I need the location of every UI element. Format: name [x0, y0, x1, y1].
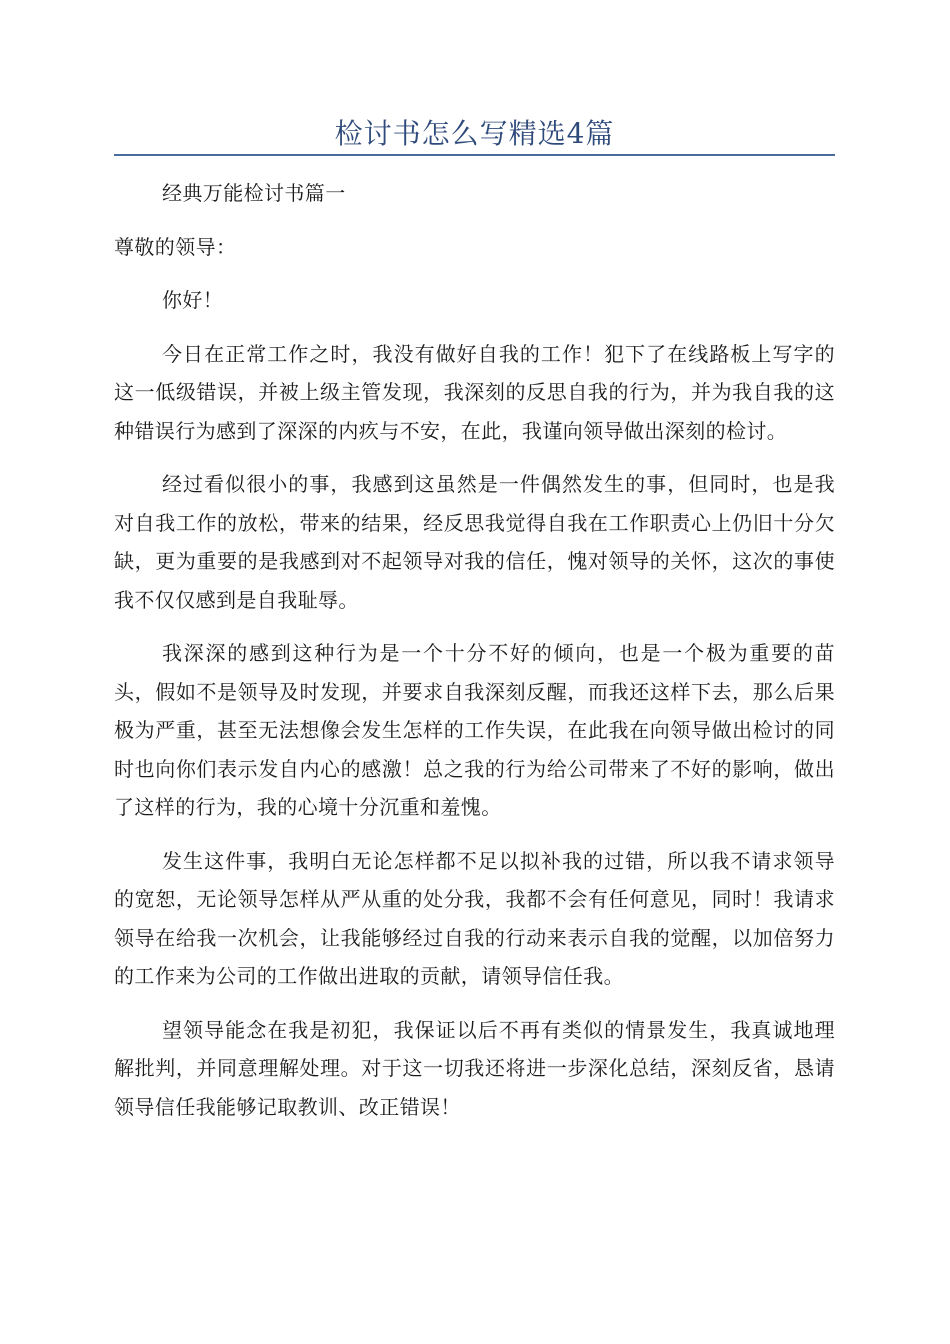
- title-underline: [114, 154, 835, 156]
- document-title: 检讨书怎么写精选4篇: [334, 117, 615, 150]
- greeting: 你好！: [162, 288, 224, 312]
- body-paragraph: 今日在正常工作之时，我没有做好自我的工作！犯下了在线路板上写字的这一低级错误，并被上级主管发现，我深刻的反思自我的行为，并为我自我的这种错误行为感到了深深的内疚与不安，在此，我谨向领导做出深刻的检讨。: [114, 341, 835, 443]
- body-paragraph: 发生这件事，我明白无论怎样都不足以拟补我的过错，所以我不请求领导的宽恕，无论领导怎样从严从重的处分我，我都不会有任何意见，同时！我请求领导在给我一次机会，让我能够经过自我的行动来表示自我的觉醒，以加倍努力的工作来为公司的工作做出进取的贡献，请领导信任我。: [114, 848, 835, 988]
- body-paragraph: 经过看似很小的事，我感到这虽然是一件偶然发生的事，但同时，也是我对自我工作的放松，带来的结果，经反思我觉得自我在工作职责心上仍旧十分欠缺，更为重要的是我感到对不起领导对我的信任，愧对领导的关怀，这次的事使我不仅仅感到是自我耻辱。: [114, 472, 835, 612]
- section-heading: 经典万能检讨书篇一: [162, 181, 346, 205]
- body-paragraph: 望领导能念在我是初犯，我保证以后不再有类似的情景发生，我真诚地理解批判，并同意理解处理。对于这一切我还将进一步深化总结，深刻反省，恳请领导信任我能够记取教训、改正错误！: [114, 1017, 835, 1119]
- document-body: [114, 174, 835, 1141]
- body-paragraph: 我深深的感到这种行为是一个十分不好的倾向，也是一个极为重要的苗头，假如不是领导及时发现，并要求自我深刻反醒，而我还这样下去，那么后果极为严重，甚至无法想像会发生怎样的工作失误，在此我在向领导做出检讨的同时也向你们表示发自内心的感激！总之我的行为给公司带来了不好的影响，做出了这样的行为，我的心境十分沉重和羞愧。: [114, 641, 835, 819]
- salutation: 尊敬的领导：: [114, 234, 237, 259]
